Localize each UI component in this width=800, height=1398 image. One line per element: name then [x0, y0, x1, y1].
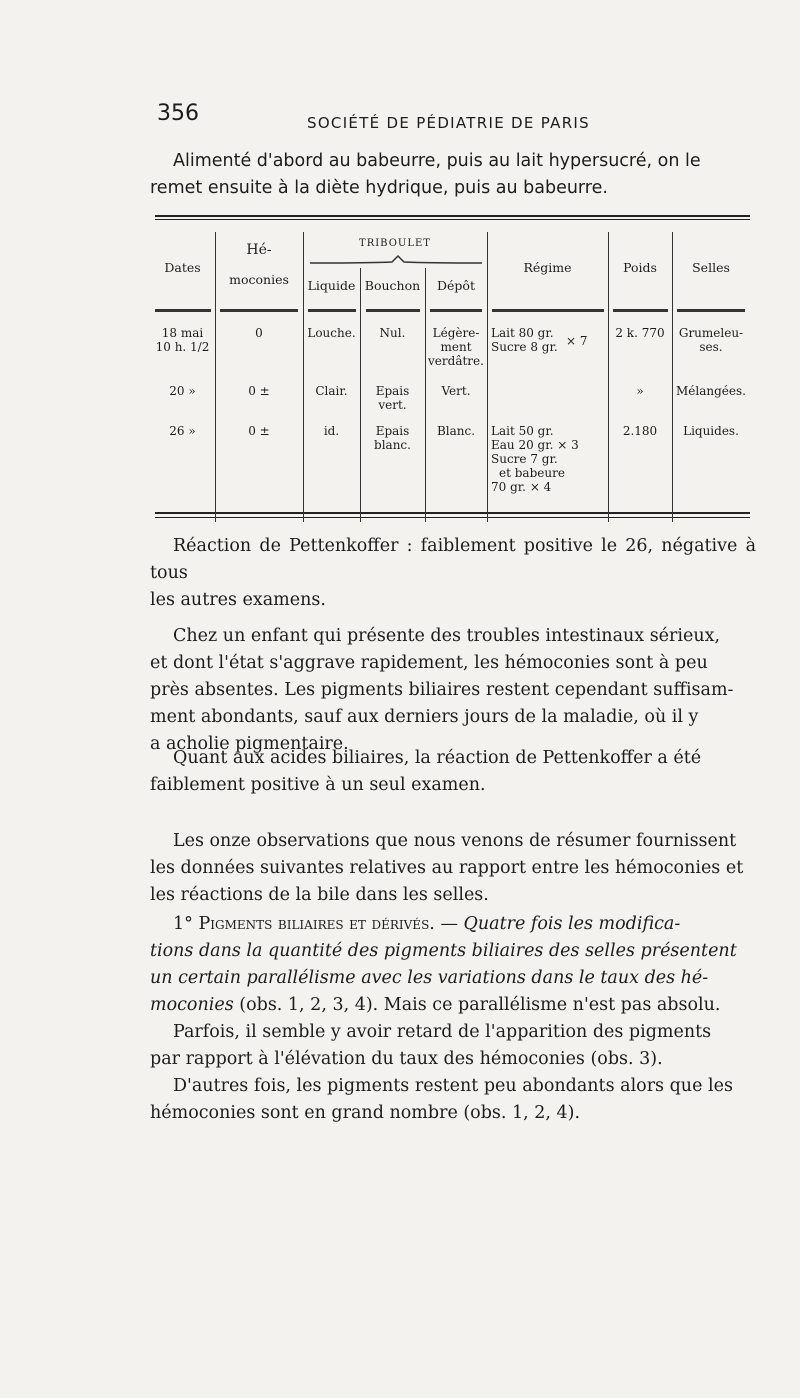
header-hemoconies-2: moconies	[229, 272, 289, 287]
text-line: près absentes. Les pigments biliaires restent cependant suffisam-	[150, 680, 734, 700]
cell-poids: »	[636, 384, 644, 398]
table-bottom-rule-2	[155, 517, 750, 518]
paragraph-parfois	[150, 1019, 756, 1073]
text-line: ment	[440, 340, 472, 354]
intro-paragraph	[150, 148, 756, 202]
header-group-triboulet: TRIBOULET	[359, 238, 431, 249]
text-line: Epais	[375, 384, 410, 398]
text-line: 70 gr. × 4	[491, 480, 552, 494]
text-line: Quant aux acides biliaires, la réaction de Pettenkoffer a été	[173, 748, 702, 768]
header-hemoconies-1: Hé-	[246, 242, 272, 258]
section-heading: Pigments biliaires et dérivés.	[198, 914, 435, 934]
group-brace	[308, 254, 484, 266]
italic-text: Quatre fois les modifica-	[463, 914, 681, 934]
text-line: les données suivantes relatives au rapport entre les hémoconies et	[150, 858, 744, 878]
text-line: Lait 80 gr.	[491, 326, 554, 340]
cell-poids: 2 k. 770	[615, 326, 665, 340]
text-line: Légère-	[432, 326, 480, 340]
text-line: hémoconies sont en grand nombre (obs. 1, 2, 4).	[150, 1103, 581, 1123]
cell-bouchon: Nul.	[379, 326, 406, 340]
cell-depot: Blanc.	[436, 424, 476, 438]
text-line	[150, 965, 756, 992]
text-line: Réaction de Pettenkoffer : faiblement positive le 26, négative à tous	[150, 536, 756, 583]
running-title: SOCIÉTÉ DE PÉDIATRIE DE PARIS	[307, 114, 590, 132]
cell-hemoconies: 0	[255, 326, 263, 340]
cell-liquide: Clair.	[315, 384, 348, 398]
text-line	[150, 911, 756, 938]
cell-selles: Mélangées.	[676, 384, 746, 398]
header-rule	[430, 309, 482, 312]
header-dates: Dates	[164, 260, 201, 275]
cell-poids: 2.180	[622, 424, 658, 438]
cell-date: 26 »	[169, 424, 196, 438]
header-rule	[677, 309, 745, 312]
header-rule	[366, 309, 420, 312]
cell-hemoconies: 0 ±	[248, 384, 270, 398]
text-line: Lait 50 gr.	[491, 424, 554, 438]
text-line: les réactions de la bile dans les selles.	[150, 885, 489, 905]
text-line: verdâtre.	[428, 354, 484, 368]
header-selles: Selles	[692, 260, 730, 275]
header-rule	[308, 309, 356, 312]
italic-text: tions dans la quantité des pigments biliaires des selles présentent	[150, 941, 737, 961]
text-line: a acholie pigmentaire.	[150, 734, 349, 754]
cell-bouchon	[360, 384, 425, 412]
cell-time: 10 h. 1/2	[155, 340, 210, 354]
text-line: blanc.	[374, 438, 411, 452]
text-line: Grumeleu-	[678, 326, 744, 340]
paragraph-onze-observations	[150, 828, 756, 909]
header-rule	[613, 309, 668, 312]
text-line: les autres examens.	[150, 590, 326, 610]
column-divider	[672, 232, 673, 522]
header-regime: Régime	[523, 260, 572, 275]
cell-liquide: id.	[323, 424, 340, 438]
text-line: remet ensuite à la diète hydrique, puis au babeurre.	[150, 178, 608, 198]
italic-text: un certain parallélisme avec les variations dans le taux des hé-	[150, 968, 709, 988]
cell-depot: Vert.	[441, 384, 471, 398]
paragraph-pigments-biliaires	[150, 911, 756, 1019]
column-divider	[487, 232, 488, 522]
text-line: Parfois, il semble y avoir retard de l'apparition des pigments	[173, 1022, 712, 1042]
text-line	[150, 938, 756, 965]
text-line: faiblement positive à un seul examen.	[150, 775, 486, 795]
text-line: vert.	[378, 398, 407, 412]
cell-selles: Liquides.	[683, 424, 739, 438]
em-dash: —	[440, 914, 458, 934]
header-rule	[220, 309, 298, 312]
text-line: et dont l'état s'aggrave rapidement, les hémoconies sont à peu	[150, 653, 708, 673]
header-rule	[155, 309, 211, 312]
header-depot: Dépôt	[437, 278, 475, 293]
table-row	[150, 326, 215, 354]
cell-hemoconies: 0 ±	[248, 424, 270, 438]
text-line: D'autres fois, les pigments restent peu abondants alors que les	[173, 1076, 733, 1096]
text-line	[150, 992, 756, 1019]
text-line: ment abondants, sauf aux derniers jours de la maladie, où il y	[150, 707, 699, 727]
text-line: Les onze observations que nous venons de résumer fournissent	[173, 831, 737, 851]
paragraph-acides-biliaires	[150, 745, 756, 799]
text-line: Sucre 7 gr.	[491, 452, 558, 466]
text-line: ses.	[699, 340, 723, 354]
text-line: par rapport à l'élévation du taux des hémoconies (obs. 3).	[150, 1049, 663, 1069]
cell-regime-multiplier: × 7	[566, 334, 588, 348]
cell-date: 20 »	[169, 384, 196, 398]
cell-bouchon	[360, 424, 425, 452]
header-bouchon: Bouchon	[364, 278, 421, 293]
cell-date: 18 mai	[161, 326, 204, 340]
text-line: Sucre 8 gr.	[491, 340, 558, 354]
text-line: Alimenté d'abord au babeurre, puis au lait hypersucré, on le	[173, 151, 701, 171]
cell-selles	[672, 326, 750, 354]
text-line: Eau 20 gr. × 3	[491, 438, 579, 452]
italic-text: moconies	[150, 995, 234, 1015]
header-rule	[492, 309, 604, 312]
paragraph-autres-fois	[150, 1073, 756, 1127]
plain-text: (obs. 1, 2, 3, 4). Mais ce parallélisme n'est pas absolu.	[239, 995, 721, 1015]
cell-regime	[491, 424, 607, 494]
data-table	[150, 216, 750, 516]
header-poids: Poids	[623, 260, 657, 275]
page-number: 356	[157, 101, 199, 126]
text-line: Chez un enfant qui présente des troubles intestinaux sérieux,	[173, 626, 721, 646]
text-line: et babeure	[499, 466, 565, 480]
column-divider	[303, 232, 304, 522]
cell-depot	[425, 326, 487, 368]
section-number: 1°	[173, 914, 193, 934]
text-line: Epais	[375, 424, 410, 438]
paragraph-pettenkoffer-result	[150, 533, 756, 614]
cell-liquide: Louche.	[307, 326, 356, 340]
column-divider	[608, 232, 609, 522]
header-liquide: Liquide	[307, 278, 356, 293]
paragraph-enfant	[150, 623, 756, 758]
